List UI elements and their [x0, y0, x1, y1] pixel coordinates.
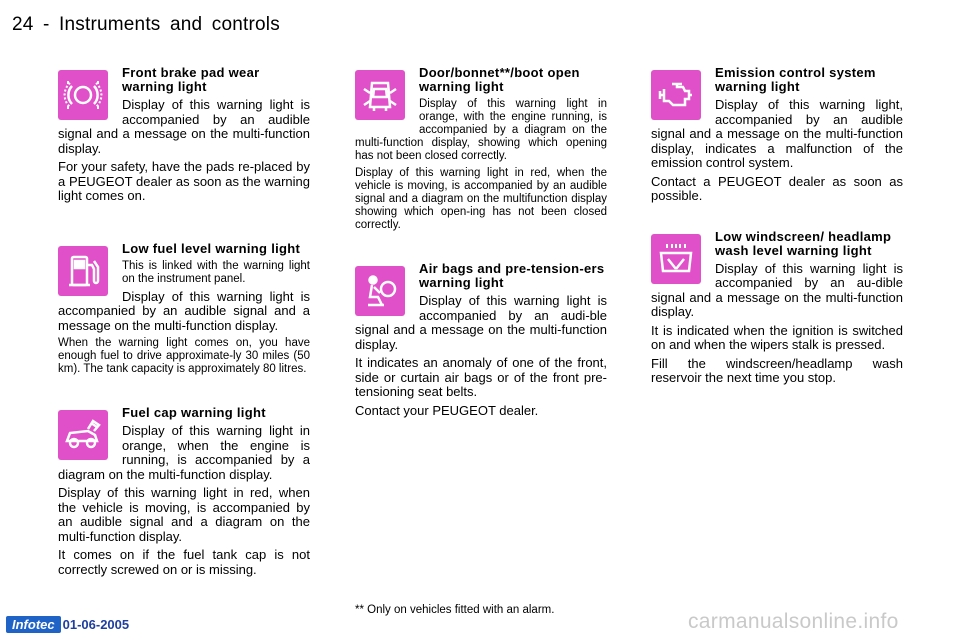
low-fuel-section [58, 242, 310, 377]
fuel-cap-para2: Display of this warning light in red, when the vehicle is moving, is accompanied by an audible signal and a diagram on the multi-function display. [58, 485, 310, 544]
open-door-car-icon [355, 70, 405, 120]
infotec-logo: Infotec [6, 616, 61, 633]
washer-para3: Fill the windscreen/headlamp wash reservoir the next time you stop. [651, 355, 903, 385]
door-section [355, 66, 607, 232]
footer [6, 616, 129, 633]
page-title [12, 14, 280, 36]
front-brake-title: Front brake pad wear warning light [122, 65, 260, 94]
low-fuel-para2: Display of this warning light is accompanied by an audible signal and a message on the multi-function display. [58, 288, 310, 333]
fuel-cap-para3: It comes on if the fuel tank cap is not correctly screwed on or is missing. [58, 547, 310, 577]
emission-para2: Contact a PEUGEOT dealer as soon as possible. [651, 173, 903, 203]
fuel-cap-para1: Display of this warning light in orange, when the engine is running, is accompanied by a diagram on the multi-function display. [58, 423, 310, 482]
emission-para1: Display of this warning light, accompanied by an audible signal and a message on the multi-function display, indicates a malfunction of the emission control system. [651, 97, 903, 170]
emission-title: Emission control system warning light [715, 65, 876, 94]
door-para1: Display of this warning light in orange, with the engine running, is accompanied by a diagram on the multi-function display, showing which opening has not been closed correctly. [355, 98, 607, 162]
door-title: Door/bonnet**/boot open warning light [419, 65, 580, 94]
low-fuel-para1: This is linked with the warning light on the instrument panel. [122, 259, 310, 285]
title-separator: - [43, 14, 50, 35]
column-right [651, 66, 903, 390]
airbag-para2: It indicates an anomaly of one of the front, side or curtain air bags or of the front pre-tensioning seat belts. [355, 355, 607, 399]
washer-section [651, 230, 903, 386]
page-number: 24 [12, 14, 34, 35]
front-brake-para2: For your safety, have the pads re-placed by a PEUGEOT dealer as soon as the warning light comes on. [58, 159, 310, 203]
airbag-section [355, 262, 607, 418]
footnote: ** Only on vehicles fitted with an alarm. [355, 604, 555, 616]
fuel-cap-title: Fuel cap warning light [122, 405, 266, 420]
washer-para1: Display of this warning light is accompanied by an au-dible signal and a message on the multi-function display. [651, 260, 903, 319]
fuel-cap-section [58, 406, 310, 577]
column-middle [355, 66, 607, 422]
windscreen-washer-icon [651, 234, 701, 284]
airbag-para1: Display of this warning light is accompanied by an audi-ble signal and a message on the multi-function display. [355, 293, 607, 352]
low-fuel-title: Low fuel level warning light [122, 240, 301, 256]
airbag-para3: Contact your PEUGEOT dealer. [355, 402, 539, 418]
washer-title: Low windscreen/ headlamp wash level warning light [715, 228, 892, 258]
fuel-pump-icon [58, 246, 108, 296]
front-brake-para1: Display of this warning light is accompanied by an audible signal and a message on the multi-function display. [58, 97, 310, 156]
emission-section [651, 66, 903, 204]
section-title: Instruments and controls [59, 14, 280, 35]
footer-date: 01-06-2005 [62, 617, 130, 632]
engine-icon [651, 70, 701, 120]
fuel-cap-icon [58, 410, 108, 460]
watermark: carmanualsonline.info [688, 610, 899, 633]
door-para2: Display of this warning light in red, when the vehicle is moving, is accompanied by an audible signal and a diagram on the multifunction display showing which open-ing has not been closed correctly. [355, 167, 607, 231]
low-fuel-para3: When the warning light comes on, you have enough fuel to drive approximate-ly 30 miles (50 km). The tank capacity is approximately 80 litres. [58, 337, 310, 375]
front-brake-section [58, 66, 310, 204]
brake-pad-icon [58, 70, 108, 120]
washer-para2: It is indicated when the ignition is switched on and when the wipers stalk is pressed. [651, 322, 903, 352]
column-left [58, 66, 310, 581]
airbag-icon [355, 266, 405, 316]
airbag-title: Air bags and pre-tension-ers warning light [419, 261, 605, 290]
